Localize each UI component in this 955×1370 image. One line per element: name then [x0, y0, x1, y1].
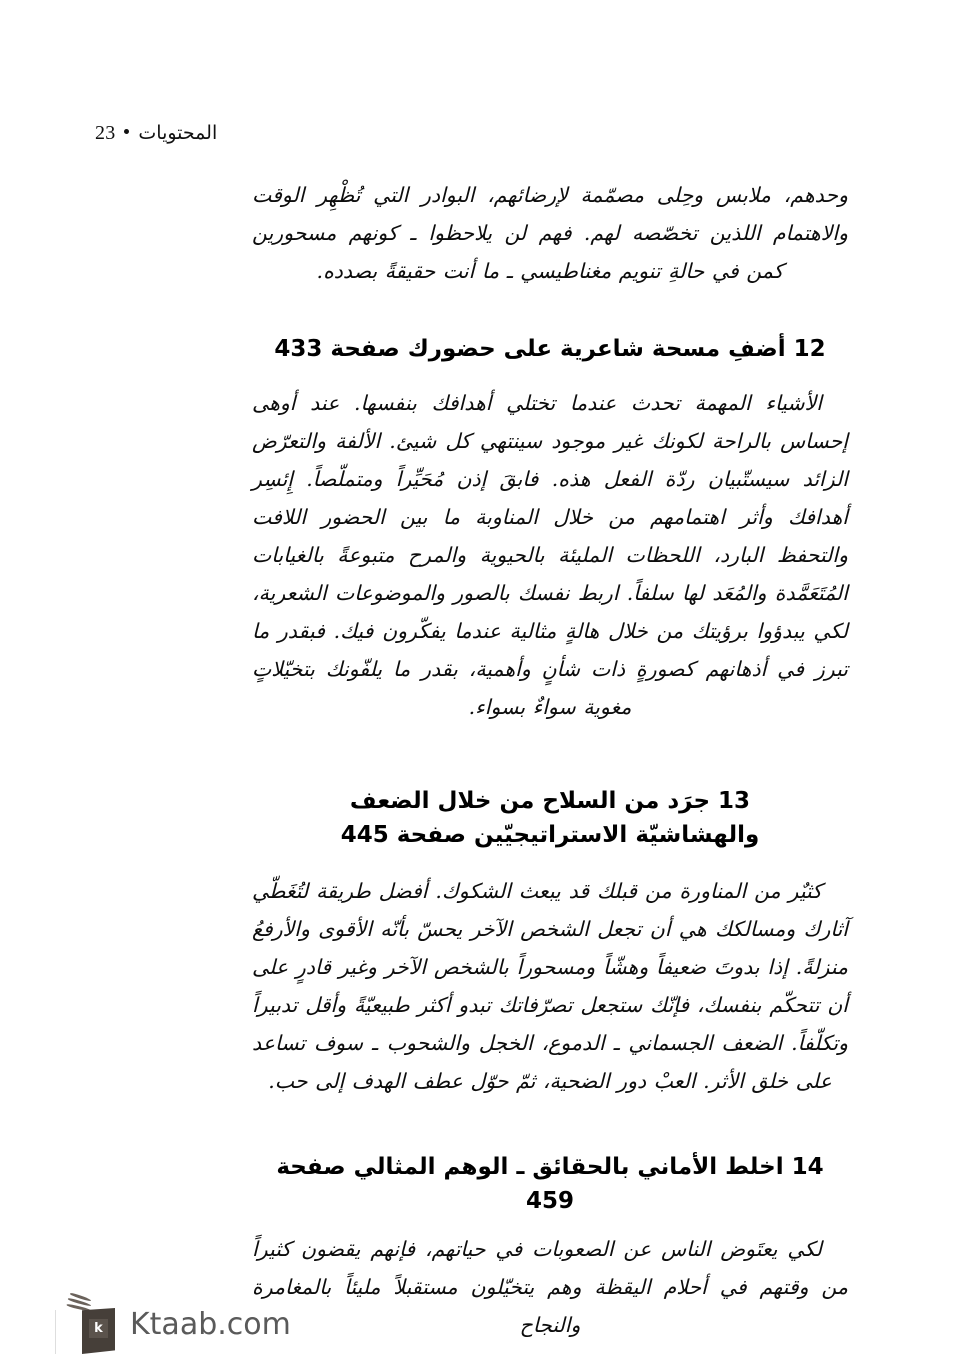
spacer	[252, 1100, 848, 1150]
spacer	[252, 726, 848, 784]
section-heading-13-line-2: والهشاشيّة الاستراتيجيّين صفحة 445	[340, 822, 760, 848]
brand-name: Ktaab.com	[130, 1307, 291, 1342]
section-heading-12: 12 أضفِ مسحة شاعرية على حضورك صفحة 433	[274, 336, 826, 362]
text-column	[252, 176, 848, 1344]
section-heading-13-line-1: 13 جرَد من السلاح من خلال الضعف	[349, 788, 751, 814]
paragraph-intro: وحدهم، ملابس وحِلى مصمّمة لإرضائهم، البوادر التي تُظْهِر الوقت والاهتمام اللذين تخصّصه لهم. فهم لن يلاحظوا ـ كونهم مسحورين كمن في حالةِ تنويم مغناطيسي ـ ما أنت حقيقةً بصدده.	[252, 183, 848, 283]
footer-watermark	[66, 1294, 291, 1356]
running-header	[95, 122, 217, 145]
section-14-paragraph: لكي يعتَوض الناس عن الصعوبات في حياتهم، فإنهم يقضون كثيراً من وقتهم في أحلام اليقظة وهم يتخيّلون مستقبلاً مليئاً بالمغامرة والنجاح	[252, 1237, 848, 1337]
spacer	[252, 852, 848, 872]
spacer	[252, 366, 848, 384]
header-separator-dot	[124, 129, 129, 134]
section-12-paragraph: الأشياء المهمة تحدث عندما تختلي أهدافك بنفسها. عند أوهى إحساس بالراحة لكونك غير موجود سينتهي كل شيئ. الألفة والتعرّض الزائد سيستّبيان ردّة الفعل هذه. فابقَ إذن مُحَيِّراً ومتملّصاً. إِئسِر أهدافك وأثر اهتمامهم من خلال المناوبة ما بين الحضور اللافت والتحفظ البارد، اللحظات المليئة بالحيوية والمرح متبوعةً بالغيابات المُتَعَمَّدة والمُعَد لها سلفاً. اربط نفسك بالصور والموضوعات الشعرية، لكي يبدؤوا برؤيتك من خلال هالةٍ مثالية عندما يفكّرون فيك. فبقدر ما تبرز في أذهانهم كصورةٍ ذات شأنٍ وأهمية، بقدر ما يلفّونك بتخيّلاتٍ مغوية سواءٌ بسواء.	[252, 391, 848, 719]
spacer	[252, 1218, 848, 1230]
header-title: المحتويات	[138, 122, 218, 144]
logo-letter: k	[89, 1319, 108, 1338]
spacer	[252, 290, 848, 332]
page-number: 23	[95, 122, 116, 144]
section-13-paragraph: كثيٌر من المناورة من قبلك قد يبعث الشكوك. أفضل طريقة لتُغَطّي آثارك ومسالكك هي أن تجعل الشخص الآخر يحسّ بأنّه الأقوى والأرفعُ منزلةً. إذا بدوتَ ضعيفاً وهشّاً ومسحوراً بالشخص الآخر وغير قادرٍ على أن تتحكّم بنفسك، فإنّك ستجعل تصرّفاتك تبدو أكثر طبيعيّةً وأقل تدبيراً وتكلّفاً. الضعف الجسماني ـ الدموع، الخجل والشحوب ـ سوف تساعد على خلق الأثر. العبْ دور الضحية، ثمّ حوّل عطف الهدف إلى حب.	[252, 879, 848, 1093]
book-icon	[66, 1294, 118, 1356]
page-edge-line	[55, 1310, 56, 1354]
section-heading-14: 14 اخلط الأماني بالحقائق ـ الوهم المثالي صفحة 459	[276, 1154, 824, 1214]
